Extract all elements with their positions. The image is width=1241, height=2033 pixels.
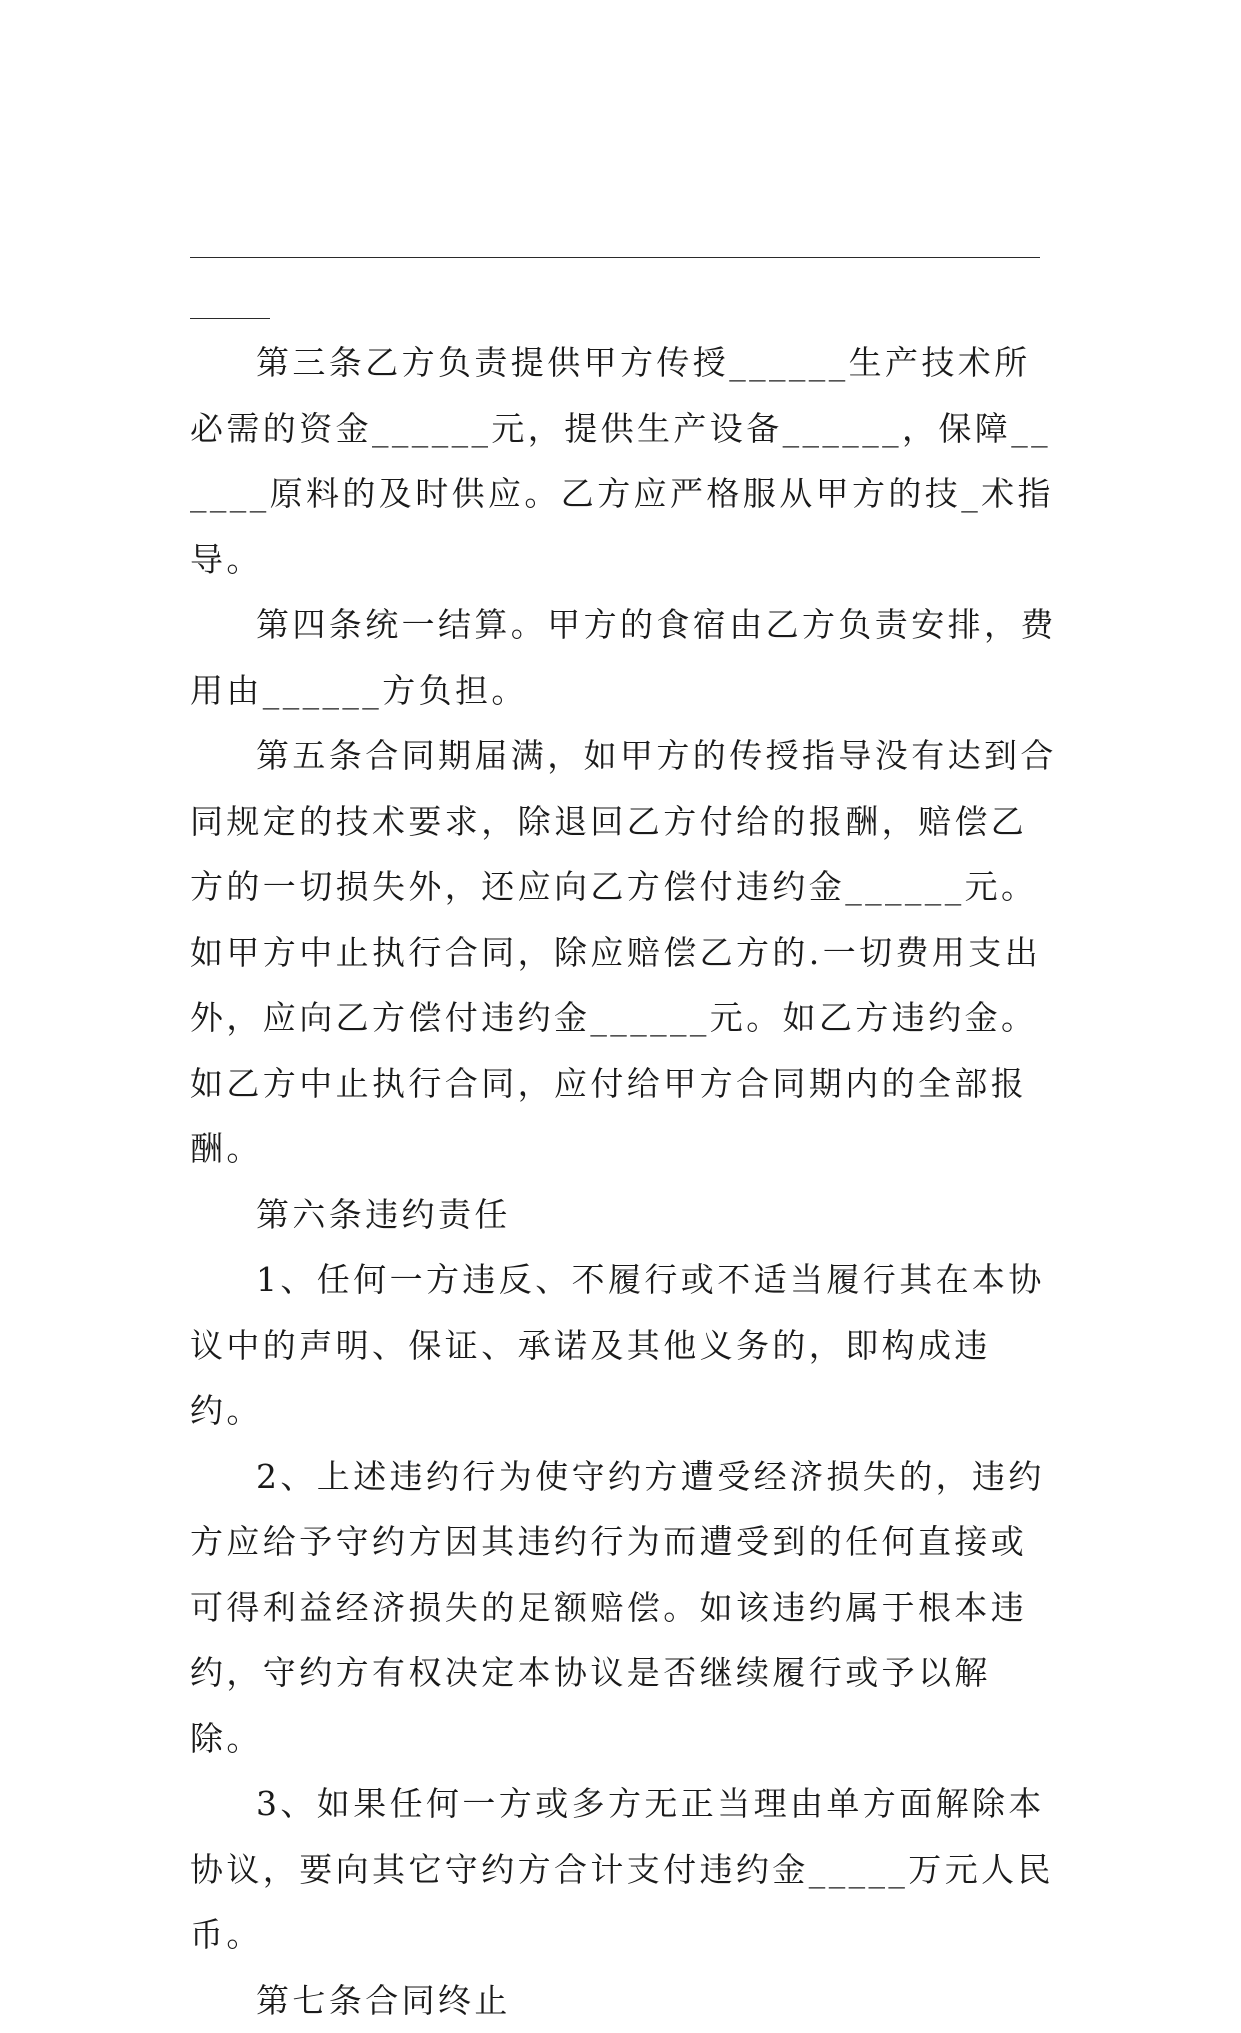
article-4-paragraph: 第四条统一结算。甲方的食宿由乙方负责安排，费用由______方负担。 <box>190 592 1060 723</box>
contract-body <box>190 330 1060 2033</box>
blank-fill-line-end <box>190 318 270 319</box>
blank-fill-line <box>190 257 1040 258</box>
article-3-paragraph: 第三条乙方负责提供甲方传授______生产技术所必需的资金______元，提供生产设备______，保障______原料的及时供应。乙方应严格服从甲方的技_术指导。 <box>190 330 1060 592</box>
article-6-clause-3: 3、如果任何一方或多方无正当理由单方面解除本协议，要向其它守约方合计支付违约金_____万元人民币。 <box>190 1771 1060 1968</box>
article-6-clause-1: 1、任何一方违反、不履行或不适当履行其在本协议中的声明、保证、承诺及其他义务的，即构成违约。 <box>190 1247 1060 1444</box>
article-6-clause-2: 2、上述违约行为使守约方遭受经济损失的，违约方应给予守约方因其违约行为而遭受到的任何直接或可得利益经济损失的足额赔偿。如该违约属于根本违约，守约方有权决定本协议是否继续履行或予以解除。 <box>190 1444 1060 1772</box>
article-7-heading: 第七条合同终止 <box>190 1968 1060 2033</box>
article-6-heading: 第六条违约责任 <box>190 1182 1060 1248</box>
article-5-paragraph: 第五条合同期届满，如甲方的传授指导没有达到合同规定的技术要求，除退回乙方付给的报酬，赔偿乙方的一切损失外，还应向乙方偿付违约金______元。如甲方中止执行合同，除应赔偿乙方的.一切费用支出外，应向乙方偿付违约金______元。如乙方违约金。如乙方中止执行合同，应付给甲方合同期内的全部报酬。 <box>190 723 1060 1182</box>
